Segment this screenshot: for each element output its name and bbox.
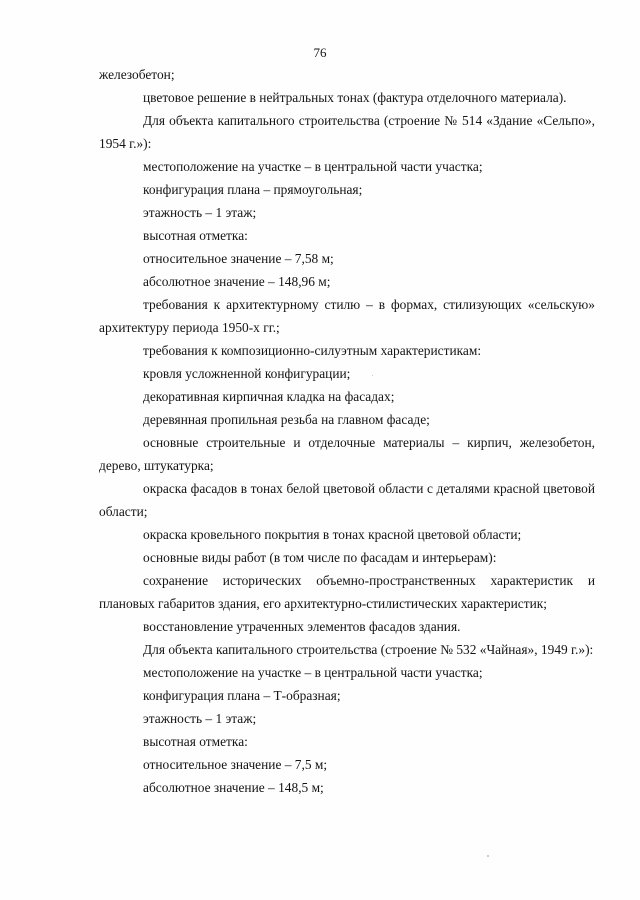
paragraph: восстановление утраченных элементов фасадов здания. [143, 619, 461, 634]
paragraph: относительное значение – 7,5 м; [143, 757, 328, 772]
paragraph: абсолютное значение – 148,5 м; [143, 780, 324, 795]
paragraph: окраска кровельного покрытия в тонах красной цветовой области; [143, 527, 522, 542]
scan-speck [372, 375, 373, 376]
paragraph: конфигурация плана – Т-образная; [143, 688, 341, 703]
scan-speck [487, 855, 489, 857]
paragraph: абсолютное значение – 148,96 м; [143, 274, 331, 289]
paragraph: окраска фасадов в тонах белой цветовой области с деталями красной цветовой области; [99, 481, 595, 519]
paragraph: местоположение на участке – в центральной части участка; [143, 159, 483, 174]
paragraph: этажность – 1 этаж; [143, 711, 257, 726]
paragraph: этажность – 1 этаж; [143, 205, 257, 220]
paragraph: цветовое решение в нейтральных тонах (фактура отделочного материала). [143, 90, 567, 105]
paragraph: конфигурация плана – прямоугольная; [143, 182, 363, 197]
paragraph: основные виды работ (в том числе по фасадам и интерьерам): [143, 550, 497, 565]
paragraph: требования к архитектурному стилю – в формах, стилизующих «сельскую» архитектуру периода 1950-х гг.; [99, 297, 595, 335]
paragraph: кровля усложненной конфигурации; [143, 366, 351, 381]
paragraph: местоположение на участке – в центральной части участка; [143, 665, 483, 680]
paragraph: Для объекта капитального строительства (строение № 514 «Здание «Сельпо», 1954 г.»): [99, 113, 595, 151]
paragraph: декоративная кирпичная кладка на фасадах; [143, 389, 395, 404]
paragraph: основные строительные и отделочные материалы – кирпич, железобетон, дерево, штукатурка; [99, 435, 595, 473]
paragraph: деревянная пропильная резьба на главном фасаде; [143, 412, 430, 427]
document-body [99, 63, 595, 799]
paragraph: сохранение исторических объемно-пространственных характеристик и плановых габаритов здания, его архитектурно-стилистических характеристик; [99, 573, 595, 611]
paragraph: Для объекта капитального строительства (строение № 532 «Чайная», 1949 г.»): [143, 642, 594, 657]
paragraph: высотная отметка: [143, 734, 248, 749]
page-number: 76 [313, 45, 327, 60]
paragraph: требования к композиционно-силуэтным характеристикам: [143, 343, 482, 358]
paragraph: железобетон; [99, 67, 175, 82]
paragraph: высотная отметка: [143, 228, 248, 243]
paragraph: относительное значение – 7,58 м; [143, 251, 334, 266]
